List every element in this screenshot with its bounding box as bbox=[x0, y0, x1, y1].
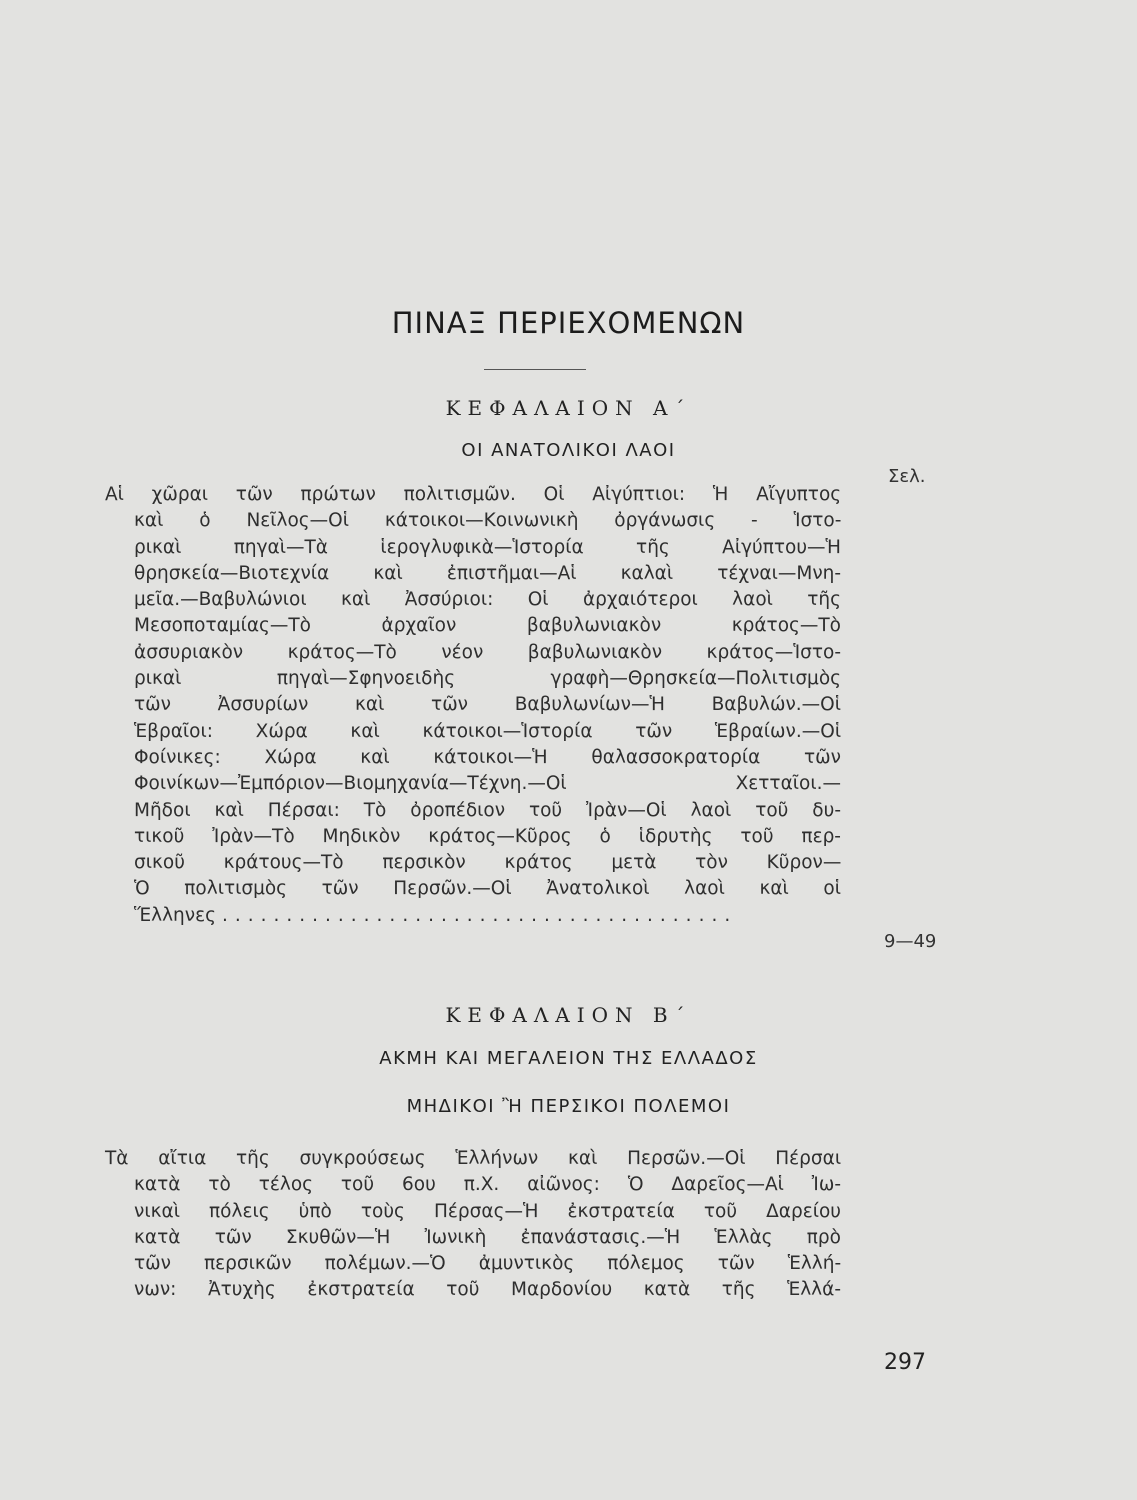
toc-line: ἀσσυριακὸν κράτος—Τὸ νέον βαβυλωνιακὸν κράτος—Ἱστο- bbox=[134, 641, 841, 663]
chapter-a-label: ΚΕΦΑΛΑΙΟΝ Α΄ bbox=[445, 396, 692, 420]
page-title: ΠΙΝΑΞ ΠΕΡΙΕΧΟΜΕΝΩΝ bbox=[391, 306, 746, 340]
toc-line: τικοῦ Ἰρὰν—Τὸ Μηδικὸν κράτος—Κῦρος ὁ ἱδρυτὴς τοῦ περ- bbox=[134, 825, 841, 847]
page-number: 297 bbox=[884, 1350, 926, 1375]
toc-line: καὶ ὁ Νεῖλος—Οἱ κάτοικοι—Κοινωνικὴ ὀργάνωσις - Ἱστο- bbox=[134, 510, 842, 532]
toc-line: σικοῦ κράτους—Τὸ περσικὸν κράτος μετὰ τὸν Κῦρον— bbox=[134, 852, 842, 874]
toc-line: Αἱ χῶραι τῶν πρώτων πολιτισμῶν. Οἱ Αἰγύπτιοι: Ἡ Αἴγυπτος bbox=[105, 484, 842, 505]
chapter-a-pages: 9—49 bbox=[884, 931, 937, 952]
toc-line-end: Ἕλληνες bbox=[134, 904, 216, 926]
toc-line: ρικαὶ πηγαὶ—Σφηνοειδὴς γραφὴ—Θρησκεία—Πολιτισμὸς bbox=[134, 668, 841, 690]
toc-line: κατὰ τῶν Σκυθῶν—Ἡ Ἰωνικὴ ἐπανάστασις.—Ἡ Ἑλλὰς πρὸ bbox=[134, 1226, 841, 1248]
chapter-a-contents bbox=[105, 482, 842, 929]
toc-line: Ἑβραῖοι: Χώρα καὶ κάτοικοι—Ἱστορία τῶν Ἑβραίων.—Οἱ bbox=[134, 720, 842, 742]
chapter-b-subtitle: ΜΗΔΙΚΟΙ Ἢ ΠΕΡΣΙΚΟΙ ΠΟΛΕΜΟΙ bbox=[406, 1096, 731, 1117]
chapter-b-contents bbox=[105, 1146, 842, 1304]
toc-line: Φοινίκων—Ἐμπόριον—Βιομηχανία—Τέχνη.—Οἱ Χετταῖοι.— bbox=[134, 773, 841, 795]
toc-line: Φοίνικες: Χώρα καὶ κάτοικοι—Ἡ θαλασσοκρατορία τῶν bbox=[134, 746, 841, 768]
toc-line: τῶν Ἀσσυρίων καὶ τῶν Βαβυλωνίων—Ἡ Βαβυλών.—Οἱ bbox=[134, 694, 841, 716]
toc-line: Μεσοποταμίας—Τὸ ἀρχαῖον βαβυλωνιακὸν κράτος—Τὸ bbox=[134, 615, 841, 637]
toc-line: Μῆδοι καὶ Πέρσαι: Τὸ ὀροπέδιον τοῦ Ἰρὰν—Οἱ λαοὶ τοῦ δυ- bbox=[134, 799, 841, 821]
title-divider bbox=[484, 369, 586, 370]
chapter-a-title: ΟΙ ΑΝΑΤΟΛΙΚΟΙ ΛΑΟΙ bbox=[461, 440, 676, 461]
dot-leader: ........................................ bbox=[221, 904, 738, 926]
toc-last-line bbox=[134, 903, 841, 929]
toc-line: ρικαὶ πηγαὶ—Τὰ ἱερογλυφικὰ—Ἱστορία τῆς Αἰγύπτου—Ἡ bbox=[134, 536, 841, 558]
toc-line: τῶν περσικῶν πολέμων.—Ὁ ἀμυντικὸς πόλεμος τῶν Ἑλλή- bbox=[134, 1253, 842, 1275]
chapter-b-label: ΚΕΦΑΛΑΙΟΝ Β΄ bbox=[445, 1003, 692, 1027]
toc-line: κατὰ τὸ τέλος τοῦ 6ου π.Χ. αἰῶνος: Ὁ Δαρεῖος—Αἱ Ἰω- bbox=[134, 1174, 841, 1196]
chapter-b-title: ΑΚΜΗ ΚΑΙ ΜΕΓΑΛΕΙΟΝ ΤΗΣ ΕΛΛΑΔΟΣ bbox=[379, 1048, 758, 1069]
toc-line: Τὰ αἴτια τῆς συγκρούσεως Ἑλλήνων καὶ Περσῶν.—Οἱ Πέρσαι bbox=[105, 1148, 842, 1169]
toc-line: μεῖα.—Βαβυλώνιοι καὶ Ἀσσύριοι: Οἱ ἀρχαιότεροι λαοὶ τῆς bbox=[134, 589, 842, 611]
toc-line: θρησκεία—Βιοτεχνία καὶ ἐπιστῆμαι—Αἱ καλαὶ τέχναι—Μνη- bbox=[134, 562, 842, 584]
toc-line: νων: Ἀτυχὴς ἐκστρατεία τοῦ Μαρδονίου κατὰ τῆς Ἑλλά- bbox=[134, 1279, 842, 1301]
page-column-header: Σελ. bbox=[888, 466, 926, 487]
toc-line: Ὁ πολιτισμὸς τῶν Περσῶν.—Οἱ Ἀνατολικοὶ λαοὶ καὶ οἱ bbox=[134, 878, 841, 900]
toc-line: νικαὶ πόλεις ὑπὸ τοὺς Πέρσας—Ἡ ἐκστρατεία τοῦ Δαρείου bbox=[134, 1200, 841, 1222]
